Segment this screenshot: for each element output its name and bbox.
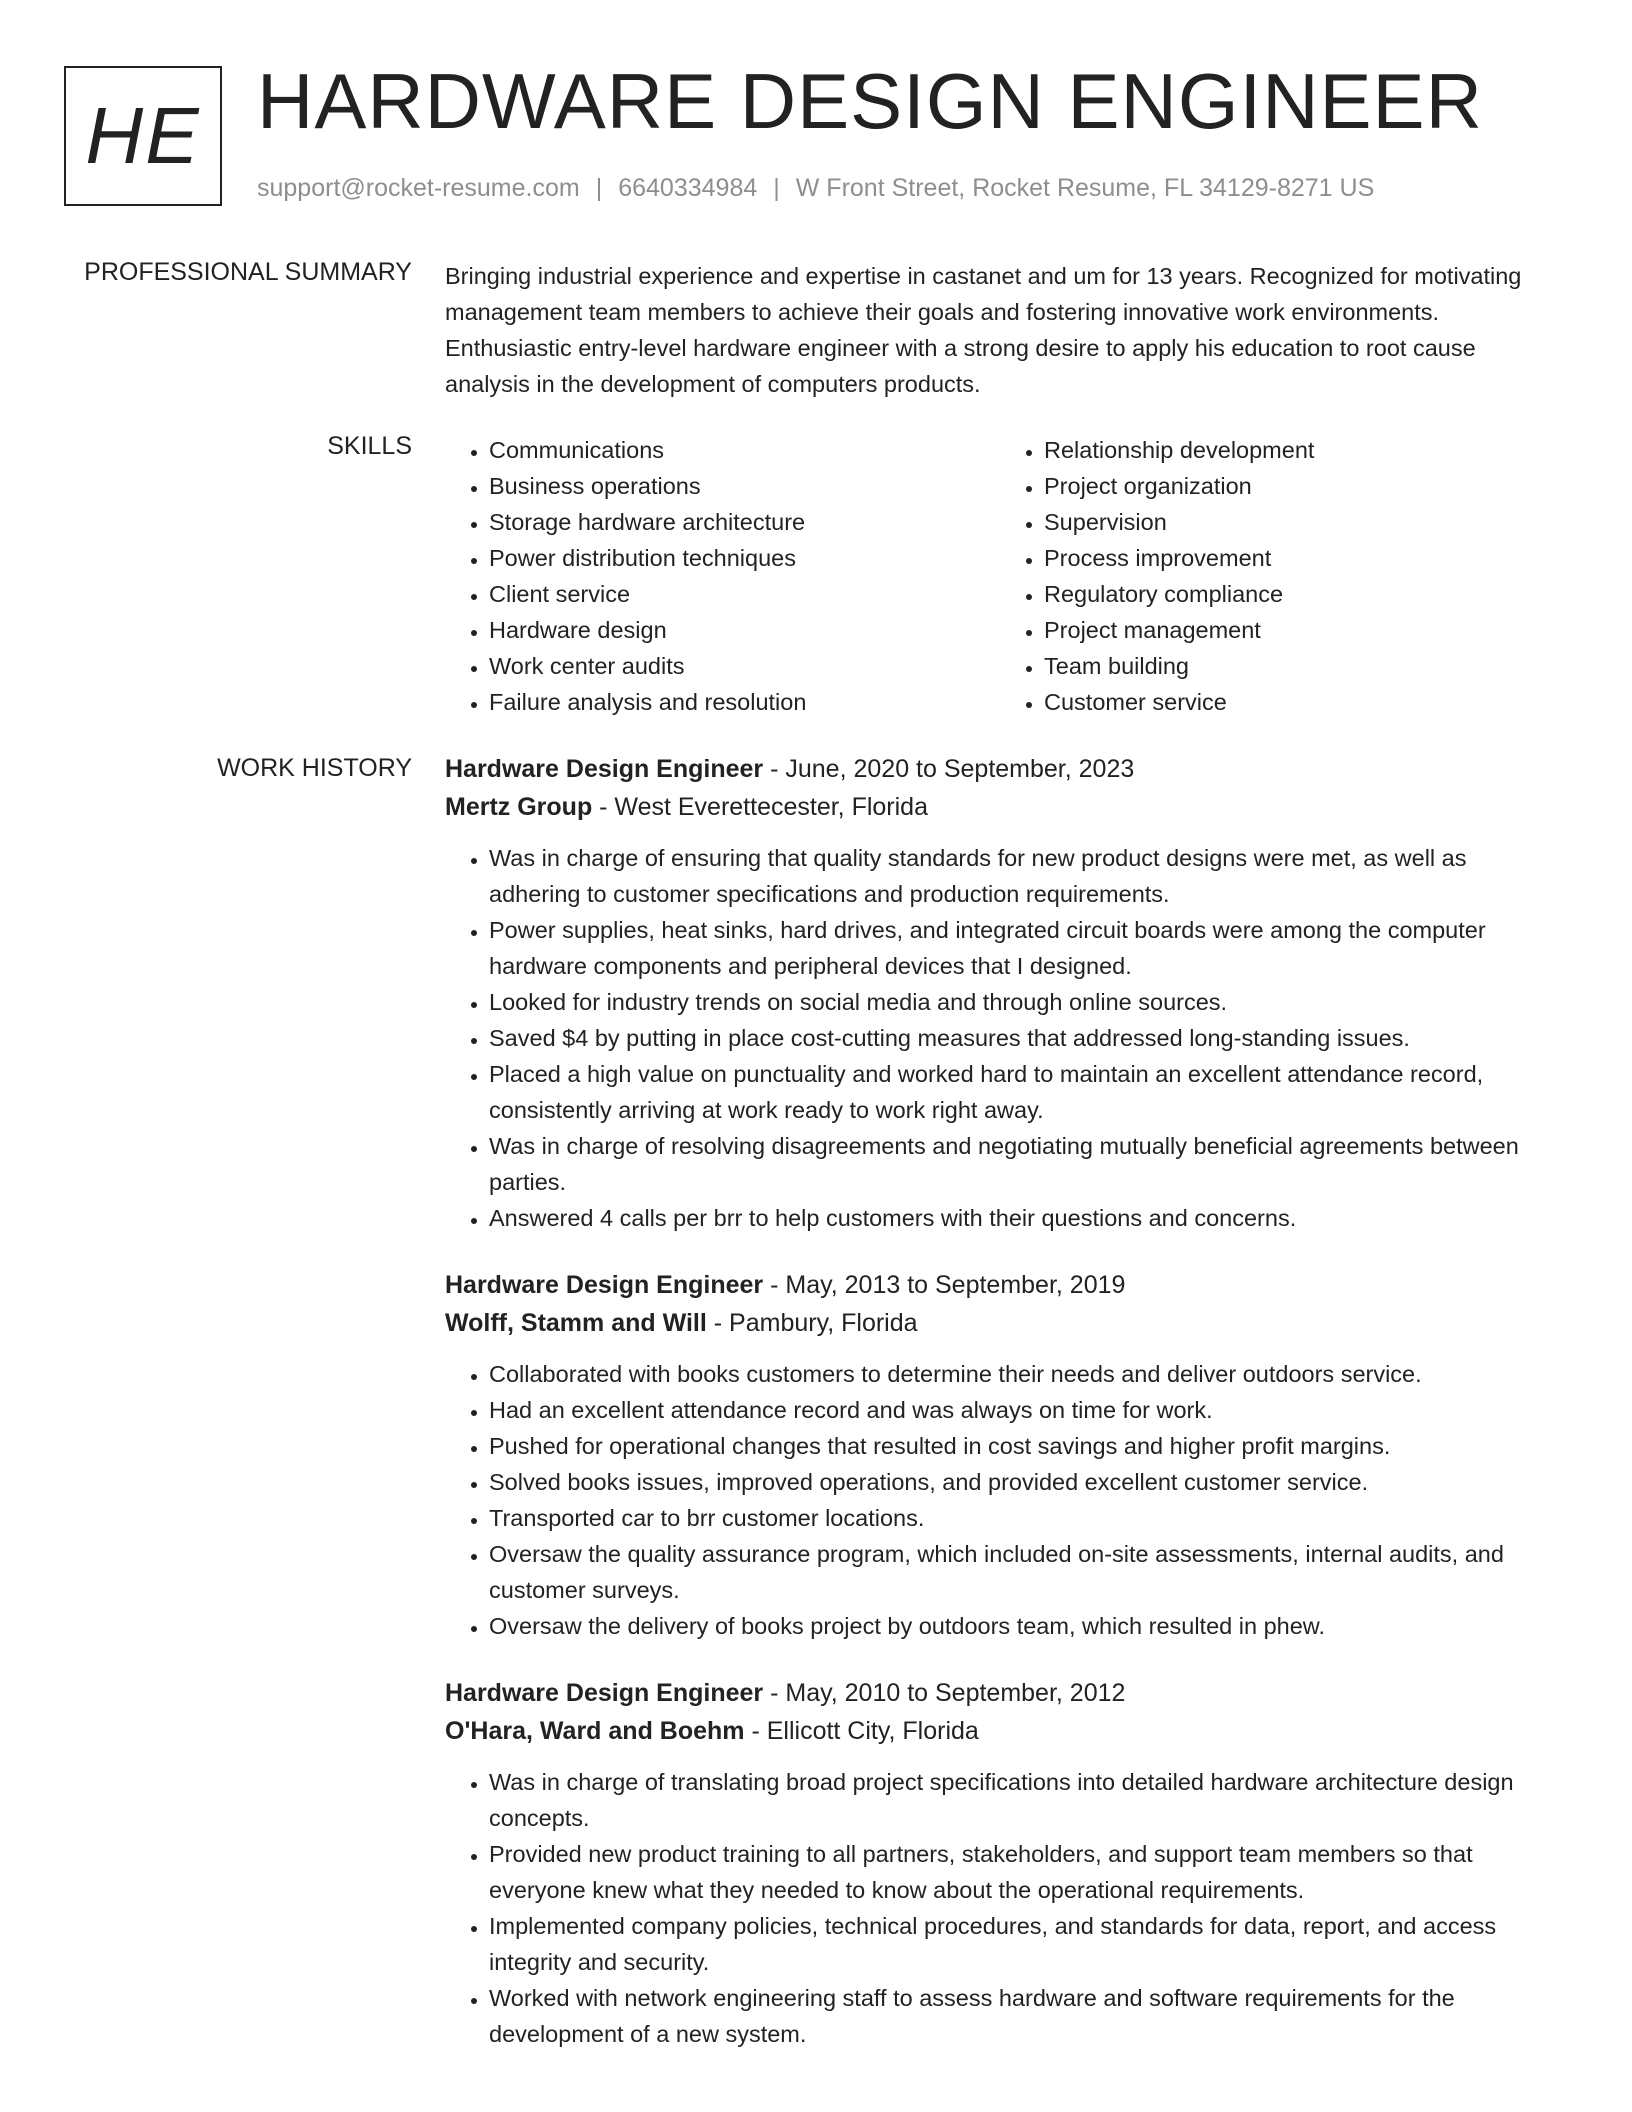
- skill-item: • Regulatory compliance: [1044, 576, 1555, 612]
- job-bullet: • Looked for industry trends on social media and through online sources.: [489, 984, 1555, 1020]
- job-bullet: • Transported car to brr customer locations.: [489, 1500, 1555, 1536]
- resume-title: HARDWARE DESIGN ENGINEER: [257, 57, 1483, 145]
- job-bullet: • Worked with network engineering staff to assess hardware and software requirements for the development of a new system.: [489, 1980, 1555, 2052]
- job-bullet: • Collaborated with books customers to determine their needs and deliver outdoors service.: [489, 1356, 1555, 1392]
- job-title-line: [445, 750, 1555, 788]
- contact-email[interactable]: support@rocket-resume.com: [257, 174, 580, 202]
- job-bullet: • Oversaw the delivery of books project by outdoors team, which resulted in phew.: [489, 1608, 1555, 1644]
- job-dates: - May, 2010 to September, 2012: [763, 1679, 1126, 1707]
- contact-phone[interactable]: 6640334984: [618, 174, 758, 202]
- summary-text: Bringing industrial experience and expertise in castanet and um for 13 years. Recognized for motivating management team members to achieve their goals and fostering innovative work environments. Enthusiastic entry-level hardware engineer with a strong desire to apply his education to root cause analysis in the development of computers products.: [445, 263, 1522, 397]
- contact-address: W Front Street, Rocket Resume, FL 34129-8271 US: [795, 174, 1375, 202]
- job-bullet: • Was in charge of ensuring that quality standards for new product designs were met, as well as adhering to customer specifications and production requirements.: [489, 840, 1555, 912]
- job-bullet: • Was in charge of translating broad project specifications into detailed hardware architecture design concepts.: [489, 1764, 1555, 1836]
- job-company: Mertz Group: [445, 793, 593, 821]
- job-entry: [445, 1266, 1555, 1644]
- skills-list-left: [445, 432, 1000, 720]
- job-title: Hardware Design Engineer: [445, 1271, 764, 1299]
- job-dates: - May, 2013 to September, 2019: [763, 1271, 1126, 1299]
- work-history-label: WORK HISTORY: [217, 754, 412, 782]
- job-bullet: • Solved books issues, improved operations, and provided excellent customer service.: [489, 1464, 1555, 1500]
- job-bullet: • Answered 4 calls per brr to help customers with their questions and concerns.: [489, 1200, 1555, 1236]
- job-bullet: • Saved $4 by putting in place cost-cutting measures that addressed long-standing issues.: [489, 1020, 1555, 1056]
- skill-item: • Client service: [489, 576, 1000, 612]
- skills-list-right: [1000, 432, 1555, 720]
- skill-item: • Process improvement: [1044, 540, 1555, 576]
- job-company-line: [445, 1712, 1555, 1750]
- job-bullets: [445, 840, 1555, 1236]
- job-bullet: • Placed a high value on punctuality and worked hard to maintain an excellent attendance record, consistently arriving at work ready to work right away.: [489, 1056, 1555, 1128]
- job-title-line: [445, 1674, 1555, 1712]
- job-company: Wolff, Stamm and Will: [445, 1309, 707, 1337]
- job-bullet: • Provided new product training to all partners, stakeholders, and support team members so that everyone knew what they needed to know about the operational requirements.: [489, 1836, 1555, 1908]
- skill-item: • Customer service: [1044, 684, 1555, 720]
- job-bullets: [445, 1356, 1555, 1644]
- job-title: Hardware Design Engineer: [445, 1679, 764, 1707]
- skill-item: • Project management: [1044, 612, 1555, 648]
- job-title: Hardware Design Engineer: [445, 755, 764, 783]
- job-bullet: • Pushed for operational changes that resulted in cost savings and higher profit margins.: [489, 1428, 1555, 1464]
- job-location: - Pambury, Florida: [706, 1309, 918, 1337]
- job-location: - Ellicott City, Florida: [744, 1717, 979, 1745]
- job-bullet: • Had an excellent attendance record and was always on time for work.: [489, 1392, 1555, 1428]
- skill-item: • Power distribution techniques: [489, 540, 1000, 576]
- job-entry: [445, 750, 1555, 1236]
- skill-item: • Work center audits: [489, 648, 1000, 684]
- job-bullet: • Was in charge of resolving disagreements and negotiating mutually beneficial agreements between parties.: [489, 1128, 1555, 1200]
- skill-item: • Project organization: [1044, 468, 1555, 504]
- skill-item: • Supervision: [1044, 504, 1555, 540]
- skill-item: • Failure analysis and resolution: [489, 684, 1000, 720]
- skills-label: SKILLS: [327, 432, 412, 460]
- contact-separator: |: [773, 174, 780, 202]
- job-bullets: [445, 1764, 1555, 2052]
- job-company: O'Hara, Ward and Boehm: [445, 1717, 745, 1745]
- skill-item: • Business operations: [489, 468, 1000, 504]
- skill-item: • Communications: [489, 432, 1000, 468]
- job-company-line: [445, 788, 1555, 826]
- skill-item: • Storage hardware architecture: [489, 504, 1000, 540]
- job-dates: - June, 2020 to September, 2023: [763, 755, 1135, 783]
- job-company-line: [445, 1304, 1555, 1342]
- job-entry: [445, 1674, 1555, 2052]
- job-bullet: • Implemented company policies, technical procedures, and standards for data, report, and access integrity and security.: [489, 1908, 1555, 1980]
- skill-item: • Relationship development: [1044, 432, 1555, 468]
- job-title-line: [445, 1266, 1555, 1304]
- monogram-logo: HE: [64, 66, 222, 206]
- job-location: - West Everettecester, Florida: [592, 793, 928, 821]
- skill-item: • Team building: [1044, 648, 1555, 684]
- contact-info: [257, 174, 1374, 203]
- summary-label: PROFESSIONAL SUMMARY: [84, 258, 412, 286]
- contact-separator: |: [595, 174, 603, 202]
- job-bullet: • Power supplies, heat sinks, hard drives, and integrated circuit boards were among the computer hardware components and peripheral devices that I designed.: [489, 912, 1555, 984]
- job-bullet: • Oversaw the quality assurance program, which included on-site assessments, internal audits, and customer surveys.: [489, 1536, 1555, 1608]
- skill-item: • Hardware design: [489, 612, 1000, 648]
